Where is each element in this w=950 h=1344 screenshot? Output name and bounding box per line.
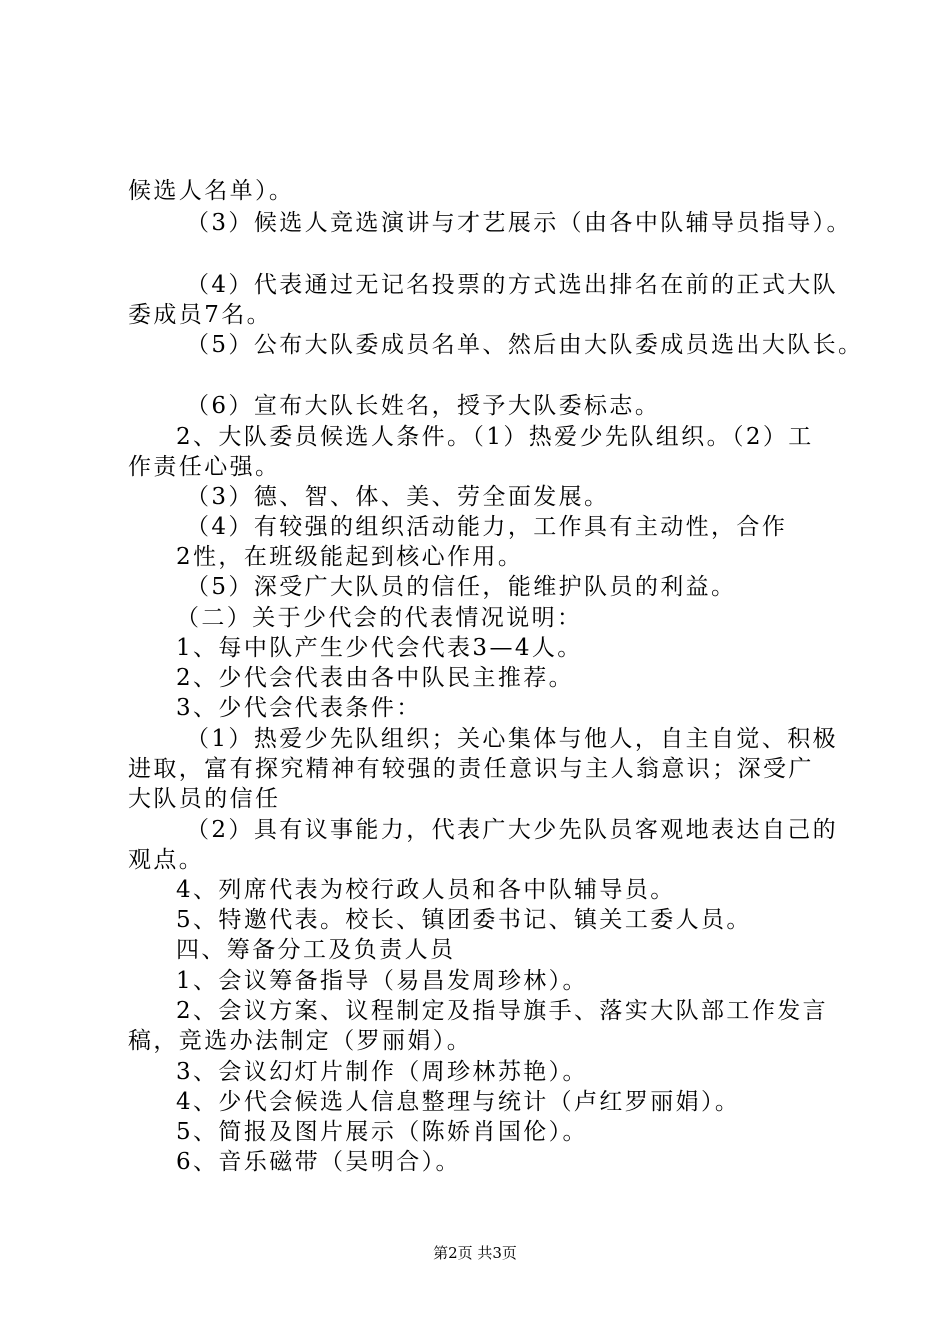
text-line: （1）热爱少先队组织；关心集体与他人，自主自觉、积极	[186, 726, 839, 752]
text-line: 四、筹备分工及负责人员	[176, 937, 456, 963]
text-line: 观点。	[128, 847, 205, 873]
text-line: （5）公布大队委成员名单、然后由大队委成员选出大队长。	[186, 332, 864, 358]
text-line: （6）宣布大队长姓名，授予大队委标志。	[186, 393, 661, 419]
text-line: （3）德、智、体、美、劳全面发展。	[186, 484, 610, 510]
text-line: 大队员的信任	[128, 786, 281, 812]
text-line: （5）深受广大队员的信任，能维护队员的利益。	[186, 574, 737, 600]
text-line: 5、特邀代表。校长、镇团委书记、镇关工委人员。	[176, 907, 752, 933]
text-line: 委成员7名。	[128, 302, 273, 328]
text-line: （2）具有议事能力，代表广大少先队员客观地表达自己的	[186, 817, 839, 843]
text-line: 5、简报及图片展示（陈娇肖国伦）。	[176, 1119, 588, 1145]
text-line: 2性，在班级能起到核心作用。	[176, 544, 524, 570]
text-line: 1、会议筹备指导（易昌发周珍林）。	[176, 968, 588, 994]
text-line: 作责任心强。	[128, 454, 281, 480]
page-number-footer: 第2页 共3页	[433, 1244, 517, 1262]
text-line: 3、少代会代表条件：	[176, 695, 422, 721]
text-line: 2、少代会代表由各中队民主推荐。	[176, 665, 575, 691]
text-line: 4、列席代表为校行政人员和各中队辅导员。	[176, 877, 676, 903]
text-line: 2、大队委员候选人条件。（1）热爱少先队组织。（2）工	[176, 424, 814, 450]
text-line: 2、会议方案、议程制定及指导旗手、落实大队部工作发言	[176, 998, 829, 1024]
text-line: 3、会议幻灯片制作（周珍林苏艳）。	[176, 1059, 588, 1085]
text-line: 稿，竞选办法制定（罗丽娟）。	[128, 1028, 473, 1054]
text-line: 6、音乐磁带（吴明合）。	[176, 1149, 461, 1175]
text-line: （4）代表通过无记名投票的方式选出排名在前的正式大队	[186, 272, 839, 298]
text-line: 进取，富有探究精神有较强的责任意识与主人翁意识；深受广	[128, 756, 814, 782]
text-line: （3）候选人竞选演讲与才艺展示（由各中队辅导员指导）。	[186, 210, 852, 236]
text-line: 1、每中队产生少代会代表3—4人。	[176, 635, 583, 661]
text-line: 候选人名单）。	[128, 178, 295, 204]
text-line: （二）关于少代会的代表情况说明：	[176, 605, 583, 631]
text-line: （4）有较强的组织活动能力，工作具有主动性，合作	[186, 514, 788, 540]
text-line: 4、少代会候选人信息整理与统计（卢红罗丽娟）。	[176, 1089, 741, 1115]
